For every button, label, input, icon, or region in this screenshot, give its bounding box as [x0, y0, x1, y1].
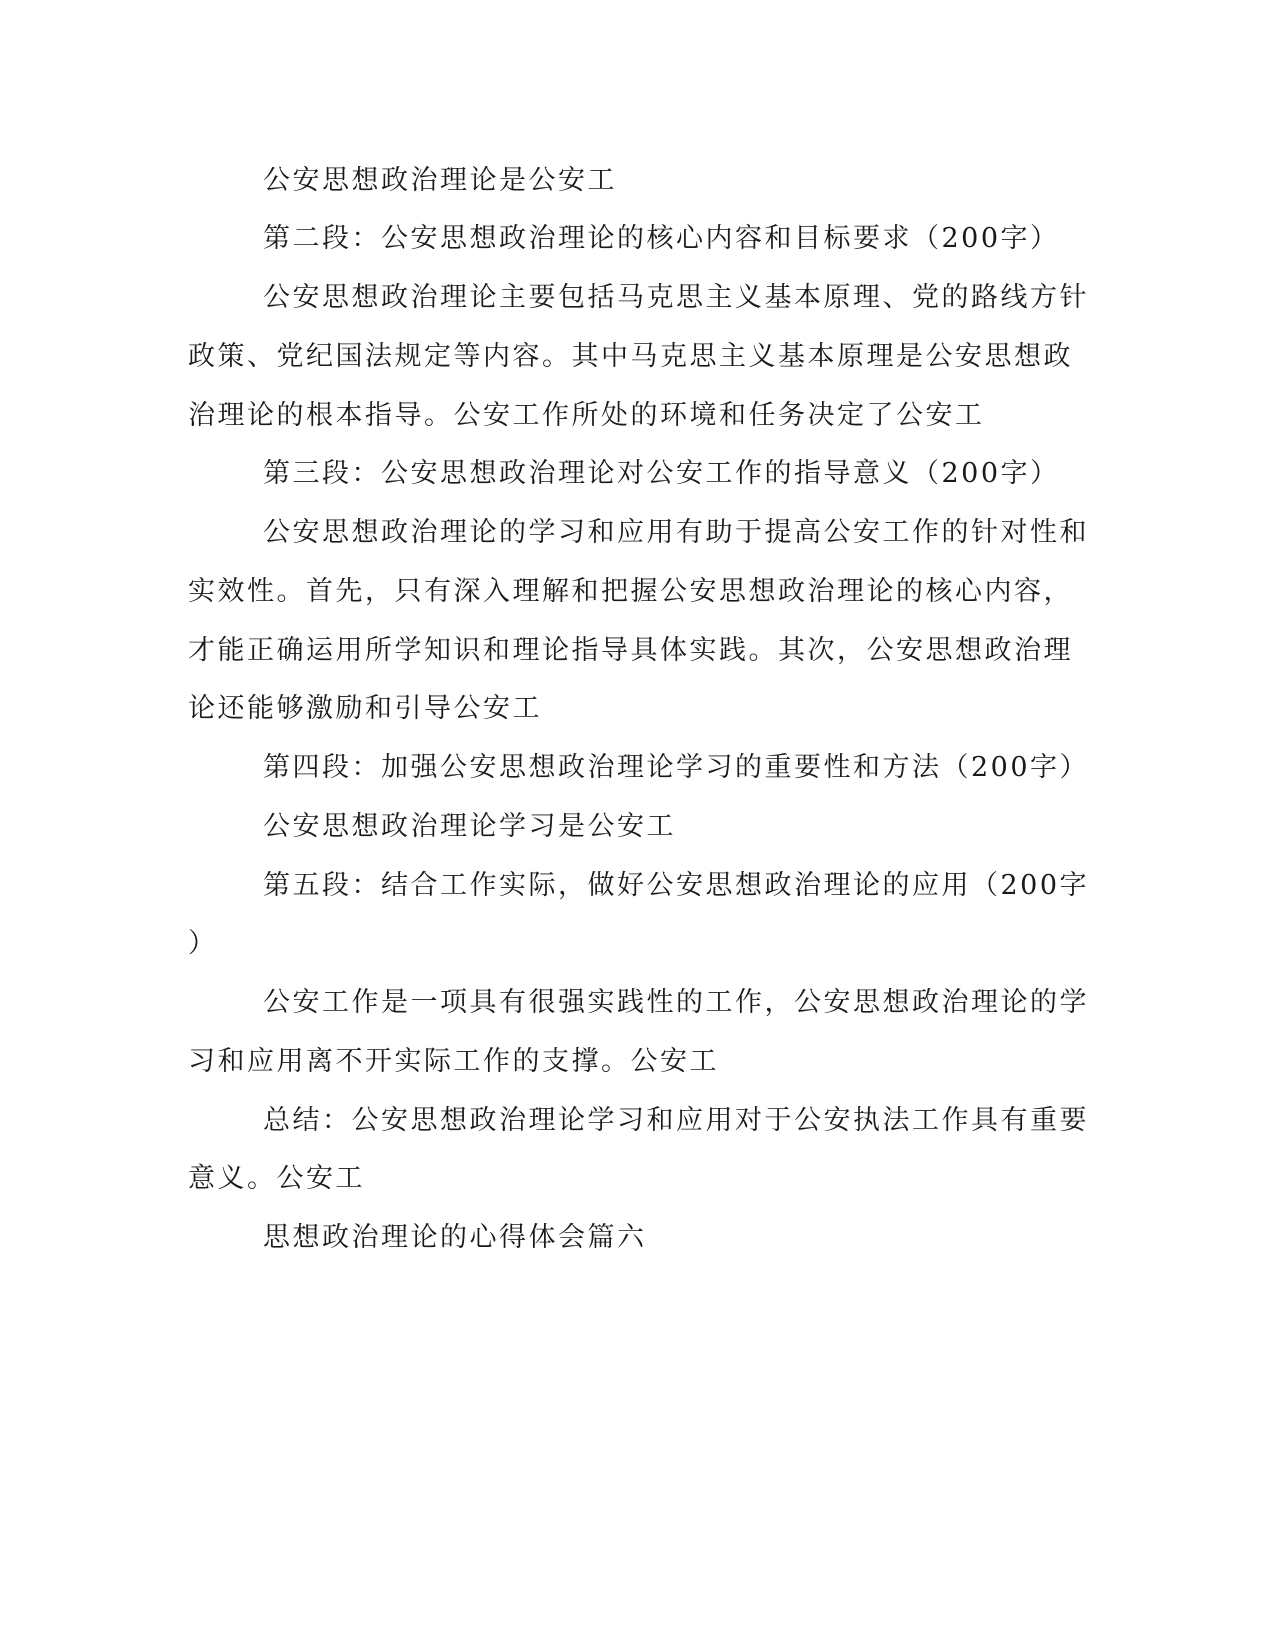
- section-heading: 第四段：加强公安思想政治理论学习的重要性和方法（200字）: [263, 752, 1090, 783]
- text-line: 公安思想政治理论学习是公安工: [263, 811, 676, 842]
- text-line: 公安思想政治理论主要包括马克思主义基本原理、党的路线方针: [263, 282, 1089, 313]
- text-line: 才能正确运用所学知识和理论指导具体实践。其次，公安思想政治理: [188, 635, 1073, 666]
- summary-line: 总结：公安思想政治理论学习和应用对于公安执法工作具有重要: [263, 1105, 1089, 1136]
- section-heading: 第二段：公安思想政治理论的核心内容和目标要求（200字）: [263, 223, 1060, 254]
- text-line: 习和应用离不开实际工作的支撑。公安工: [188, 1046, 719, 1077]
- section-title: 思想政治理论的心得体会篇六: [263, 1222, 647, 1253]
- text-line: 意义。公安工: [188, 1163, 365, 1194]
- section-heading: 第三段：公安思想政治理论对公安工作的指导意义（200字）: [263, 458, 1060, 489]
- text-line: 实效性。首先，只有深入理解和把握公安思想政治理论的核心内容，: [188, 576, 1073, 607]
- text-line: 论还能够激励和引导公安工: [188, 693, 542, 724]
- text-line: 治理论的根本指导。公安工作所处的环境和任务决定了公安工: [188, 400, 985, 431]
- text-line: 政策、党纪国法规定等内容。其中马克思主义基本原理是公安思想政: [188, 341, 1073, 372]
- text-line: 公安思想政治理论的学习和应用有助于提高公安工作的针对性和: [263, 517, 1089, 548]
- text-line: ）: [188, 928, 218, 959]
- text-line: 公安工作是一项具有很强实践性的工作，公安思想政治理论的学: [263, 987, 1089, 1018]
- text-line: 公安思想政治理论是公安工: [263, 165, 617, 196]
- section-heading: 第五段：结合工作实际，做好公安思想政治理论的应用（200字: [263, 870, 1090, 901]
